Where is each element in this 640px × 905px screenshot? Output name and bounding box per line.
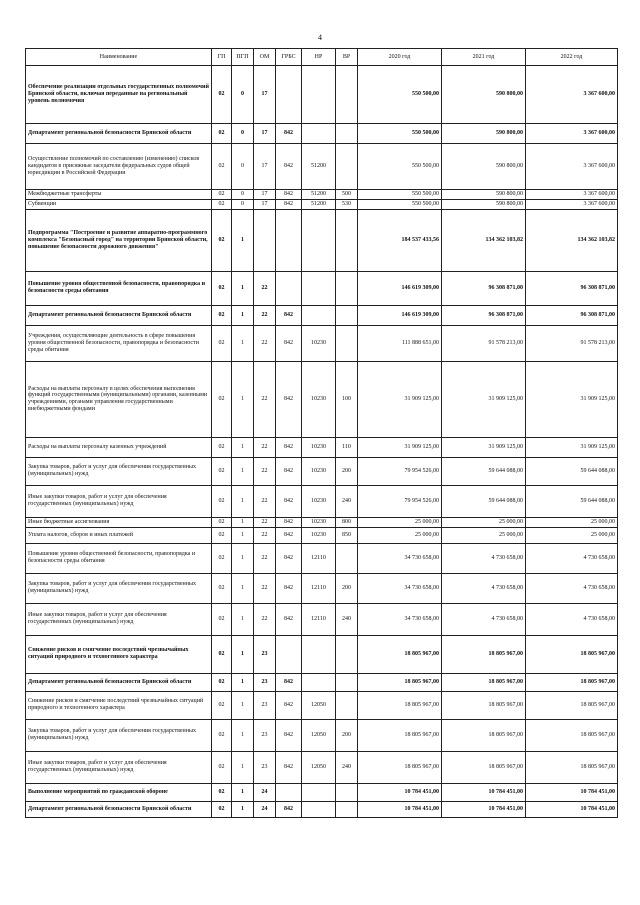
cell-grbs: 842 bbox=[276, 190, 302, 200]
table-row bbox=[26, 144, 618, 190]
table-row bbox=[26, 751, 618, 783]
cell-2020: 10 784 451,00 bbox=[358, 801, 442, 817]
cell-nr: 51200 bbox=[302, 144, 336, 190]
header-2020: 2020 год bbox=[358, 49, 442, 66]
cell-nr: 12110 bbox=[302, 573, 336, 603]
cell-vr bbox=[336, 305, 358, 325]
cell-pgp: 1 bbox=[232, 305, 254, 325]
cell-pgp: 1 bbox=[232, 691, 254, 719]
cell-nr: 10230 bbox=[302, 527, 336, 543]
cell-2020: 146 619 309,00 bbox=[358, 305, 442, 325]
cell-vr bbox=[336, 209, 358, 271]
header-pgp: ПГП bbox=[232, 49, 254, 66]
cell-grbs: 842 bbox=[276, 543, 302, 573]
cell-2020: 146 619 309,00 bbox=[358, 271, 442, 305]
table-row bbox=[26, 361, 618, 437]
cell-om: 17 bbox=[254, 190, 276, 200]
cell-2021: 134 362 103,82 bbox=[442, 209, 526, 271]
cell-gp: 02 bbox=[212, 603, 232, 635]
cell-2020: 34 730 658,00 bbox=[358, 603, 442, 635]
cell-pgp: 0 bbox=[232, 199, 254, 209]
cell-2022: 31 909 125,00 bbox=[526, 437, 618, 457]
cell-grbs: 842 bbox=[276, 485, 302, 517]
cell-2020: 18 805 967,00 bbox=[358, 751, 442, 783]
cell-nr: 12050 bbox=[302, 751, 336, 783]
cell-vr: 800 bbox=[336, 517, 358, 527]
table-row bbox=[26, 271, 618, 305]
cell-2021: 18 805 967,00 bbox=[442, 635, 526, 673]
cell-2022: 4 730 658,00 bbox=[526, 543, 618, 573]
table-row bbox=[26, 457, 618, 485]
cell-om: 22 bbox=[254, 517, 276, 527]
cell-2020: 18 805 967,00 bbox=[358, 691, 442, 719]
cell-nr: 12050 bbox=[302, 719, 336, 751]
cell-gp: 02 bbox=[212, 66, 232, 124]
cell-gp: 02 bbox=[212, 199, 232, 209]
cell-grbs: 842 bbox=[276, 751, 302, 783]
cell-gp: 02 bbox=[212, 325, 232, 361]
cell-om: 24 bbox=[254, 801, 276, 817]
cell-2021: 590 800,00 bbox=[442, 124, 526, 144]
cell-2022: 3 367 600,00 bbox=[526, 199, 618, 209]
header-om: ОМ bbox=[254, 49, 276, 66]
cell-2021: 4 730 658,00 bbox=[442, 603, 526, 635]
cell-name: Снижение рисков и смягчение последствий чрезвычайных ситуаций природного и техногенного характера bbox=[26, 635, 212, 673]
cell-om bbox=[254, 209, 276, 271]
header-gp: ГП bbox=[212, 49, 232, 66]
cell-om: 22 bbox=[254, 325, 276, 361]
cell-vr: 240 bbox=[336, 485, 358, 517]
cell-2022: 25 000,00 bbox=[526, 527, 618, 543]
cell-2020: 31 909 125,00 bbox=[358, 437, 442, 457]
cell-om: 22 bbox=[254, 437, 276, 457]
cell-2021: 4 730 658,00 bbox=[442, 543, 526, 573]
cell-2022: 59 644 088,00 bbox=[526, 485, 618, 517]
cell-om: 23 bbox=[254, 719, 276, 751]
cell-gp: 02 bbox=[212, 801, 232, 817]
cell-vr: 100 bbox=[336, 361, 358, 437]
header-vr: ВР bbox=[336, 49, 358, 66]
cell-2022: 3 367 600,00 bbox=[526, 66, 618, 124]
cell-2021: 18 805 967,00 bbox=[442, 751, 526, 783]
cell-vr: 850 bbox=[336, 527, 358, 543]
cell-gp: 02 bbox=[212, 527, 232, 543]
cell-gp: 02 bbox=[212, 783, 232, 801]
cell-2022: 18 805 967,00 bbox=[526, 719, 618, 751]
header-nr: НР bbox=[302, 49, 336, 66]
cell-2021: 96 308 871,00 bbox=[442, 305, 526, 325]
cell-pgp: 1 bbox=[232, 751, 254, 783]
table-body bbox=[26, 66, 618, 818]
cell-vr: 200 bbox=[336, 719, 358, 751]
cell-nr: 10230 bbox=[302, 517, 336, 527]
cell-name: Повышение уровня общественной безопасности, правопорядка и безопасности среды обитания bbox=[26, 271, 212, 305]
cell-name: Закупка товаров, работ и услуг для обеспечения государственных (муниципальных) нужд bbox=[26, 573, 212, 603]
cell-om: 22 bbox=[254, 485, 276, 517]
cell-vr: 500 bbox=[336, 190, 358, 200]
cell-gp: 02 bbox=[212, 437, 232, 457]
table-row bbox=[26, 199, 618, 209]
cell-grbs: 842 bbox=[276, 673, 302, 691]
cell-om: 22 bbox=[254, 603, 276, 635]
table-row bbox=[26, 543, 618, 573]
cell-name: Осуществление полномочий по составлению (изменению) списков кандидатов в присяжные заседатели федеральных судов общей юрисдикции в Российской Федерации bbox=[26, 144, 212, 190]
cell-2021: 91 578 213,00 bbox=[442, 325, 526, 361]
header-2022: 2022 год bbox=[526, 49, 618, 66]
cell-vr bbox=[336, 66, 358, 124]
cell-name: Подпрограмма "Построение и развитие аппаратно-программного комплекса "Безопасный город" на территории Брянской области, повышение безопасности дорожного движения" bbox=[26, 209, 212, 271]
cell-nr bbox=[302, 66, 336, 124]
budget-table bbox=[25, 48, 618, 818]
cell-pgp: 1 bbox=[232, 719, 254, 751]
cell-2021: 590 800,00 bbox=[442, 199, 526, 209]
cell-nr: 51200 bbox=[302, 190, 336, 200]
cell-grbs bbox=[276, 271, 302, 305]
cell-pgp: 1 bbox=[232, 271, 254, 305]
cell-om: 22 bbox=[254, 573, 276, 603]
cell-name: Закупка товаров, работ и услуг для обеспечения государственных (муниципальных) нужд bbox=[26, 719, 212, 751]
cell-grbs: 842 bbox=[276, 691, 302, 719]
cell-2020: 550 500,00 bbox=[358, 66, 442, 124]
cell-grbs: 842 bbox=[276, 124, 302, 144]
cell-2022: 25 000,00 bbox=[526, 517, 618, 527]
cell-grbs: 842 bbox=[276, 527, 302, 543]
cell-pgp: 1 bbox=[232, 325, 254, 361]
cell-vr bbox=[336, 673, 358, 691]
cell-gp: 02 bbox=[212, 751, 232, 783]
cell-vr: 240 bbox=[336, 603, 358, 635]
cell-vr bbox=[336, 543, 358, 573]
cell-2021: 25 000,00 bbox=[442, 527, 526, 543]
cell-pgp: 1 bbox=[232, 635, 254, 673]
cell-2020: 18 805 967,00 bbox=[358, 673, 442, 691]
cell-2020: 79 954 526,00 bbox=[358, 485, 442, 517]
cell-nr: 51200 bbox=[302, 199, 336, 209]
cell-pgp: 1 bbox=[232, 361, 254, 437]
cell-nr: 12050 bbox=[302, 691, 336, 719]
cell-grbs: 842 bbox=[276, 199, 302, 209]
cell-om: 23 bbox=[254, 673, 276, 691]
cell-gp: 02 bbox=[212, 209, 232, 271]
cell-2020: 550 500,00 bbox=[358, 144, 442, 190]
cell-2021: 18 805 967,00 bbox=[442, 691, 526, 719]
cell-pgp: 1 bbox=[232, 437, 254, 457]
cell-2021: 96 308 871,00 bbox=[442, 271, 526, 305]
cell-grbs: 842 bbox=[276, 801, 302, 817]
cell-pgp: 1 bbox=[232, 673, 254, 691]
cell-name: Департамент региональной безопасности Брянской области bbox=[26, 801, 212, 817]
table-row bbox=[26, 603, 618, 635]
cell-2022: 3 367 600,00 bbox=[526, 124, 618, 144]
cell-grbs bbox=[276, 635, 302, 673]
cell-vr: 110 bbox=[336, 437, 358, 457]
cell-2022: 134 362 103,82 bbox=[526, 209, 618, 271]
cell-name: Расходы на выплаты персоналу казенных учреждений bbox=[26, 437, 212, 457]
table-row bbox=[26, 66, 618, 124]
cell-2020: 550 500,00 bbox=[358, 190, 442, 200]
cell-vr bbox=[336, 144, 358, 190]
cell-om: 22 bbox=[254, 527, 276, 543]
cell-gp: 02 bbox=[212, 124, 232, 144]
cell-grbs: 842 bbox=[276, 437, 302, 457]
cell-2022: 18 805 967,00 bbox=[526, 691, 618, 719]
cell-grbs: 842 bbox=[276, 457, 302, 485]
cell-grbs: 842 bbox=[276, 719, 302, 751]
table-row bbox=[26, 485, 618, 517]
cell-2021: 4 730 658,00 bbox=[442, 573, 526, 603]
cell-gp: 02 bbox=[212, 271, 232, 305]
cell-gp: 02 bbox=[212, 635, 232, 673]
cell-vr bbox=[336, 325, 358, 361]
cell-nr: 10230 bbox=[302, 325, 336, 361]
cell-2020: 31 909 125,00 bbox=[358, 361, 442, 437]
cell-om: 22 bbox=[254, 543, 276, 573]
table-row bbox=[26, 635, 618, 673]
cell-om: 17 bbox=[254, 66, 276, 124]
cell-vr bbox=[336, 691, 358, 719]
cell-vr: 200 bbox=[336, 573, 358, 603]
cell-pgp: 0 bbox=[232, 66, 254, 124]
header-name: Наименование bbox=[26, 49, 212, 66]
cell-vr bbox=[336, 271, 358, 305]
cell-gp: 02 bbox=[212, 673, 232, 691]
cell-2021: 59 644 088,00 bbox=[442, 457, 526, 485]
cell-vr: 200 bbox=[336, 457, 358, 485]
table-row bbox=[26, 209, 618, 271]
table-row bbox=[26, 325, 618, 361]
cell-nr: 10230 bbox=[302, 361, 336, 437]
cell-pgp: 1 bbox=[232, 801, 254, 817]
cell-om: 22 bbox=[254, 361, 276, 437]
cell-gp: 02 bbox=[212, 305, 232, 325]
cell-name: Снижение рисков и смягчение последствий чрезвычайных ситуаций природного и техногенного характера bbox=[26, 691, 212, 719]
table-row bbox=[26, 719, 618, 751]
cell-2021: 18 805 967,00 bbox=[442, 719, 526, 751]
cell-om: 23 bbox=[254, 691, 276, 719]
cell-name: Иные закупки товаров, работ и услуг для обеспечения государственных (муниципальных) нужд bbox=[26, 485, 212, 517]
cell-pgp: 0 bbox=[232, 144, 254, 190]
cell-pgp: 1 bbox=[232, 783, 254, 801]
cell-2021: 18 805 967,00 bbox=[442, 673, 526, 691]
cell-name: Закупка товаров, работ и услуг для обеспечения государственных (муниципальных) нужд bbox=[26, 457, 212, 485]
cell-gp: 02 bbox=[212, 543, 232, 573]
cell-nr bbox=[302, 635, 336, 673]
cell-2020: 111 888 651,00 bbox=[358, 325, 442, 361]
cell-2022: 91 578 213,00 bbox=[526, 325, 618, 361]
cell-name: Департамент региональной безопасности Брянской области bbox=[26, 673, 212, 691]
cell-gp: 02 bbox=[212, 573, 232, 603]
cell-name: Департамент региональной безопасности Брянской области bbox=[26, 305, 212, 325]
cell-pgp: 1 bbox=[232, 485, 254, 517]
cell-2022: 31 909 125,00 bbox=[526, 361, 618, 437]
table-header-row bbox=[26, 49, 618, 66]
cell-nr: 12110 bbox=[302, 603, 336, 635]
cell-nr bbox=[302, 673, 336, 691]
cell-gp: 02 bbox=[212, 485, 232, 517]
cell-nr bbox=[302, 801, 336, 817]
cell-2021: 31 909 125,00 bbox=[442, 361, 526, 437]
table-row bbox=[26, 527, 618, 543]
cell-2021: 10 784 451,00 bbox=[442, 783, 526, 801]
table-row bbox=[26, 673, 618, 691]
cell-2021: 590 800,00 bbox=[442, 66, 526, 124]
cell-nr bbox=[302, 124, 336, 144]
table-row bbox=[26, 190, 618, 200]
cell-2022: 3 367 600,00 bbox=[526, 144, 618, 190]
table-row bbox=[26, 783, 618, 801]
cell-vr bbox=[336, 783, 358, 801]
cell-om: 24 bbox=[254, 783, 276, 801]
cell-nr bbox=[302, 305, 336, 325]
cell-vr: 240 bbox=[336, 751, 358, 783]
cell-vr bbox=[336, 635, 358, 673]
cell-nr: 10230 bbox=[302, 485, 336, 517]
cell-vr bbox=[336, 124, 358, 144]
cell-grbs bbox=[276, 783, 302, 801]
cell-2021: 590 800,00 bbox=[442, 190, 526, 200]
table-row bbox=[26, 573, 618, 603]
cell-grbs: 842 bbox=[276, 361, 302, 437]
cell-nr bbox=[302, 209, 336, 271]
cell-2020: 550 500,00 bbox=[358, 199, 442, 209]
cell-2022: 18 805 967,00 bbox=[526, 751, 618, 783]
cell-pgp: 0 bbox=[232, 190, 254, 200]
cell-pgp: 1 bbox=[232, 573, 254, 603]
cell-vr: 530 bbox=[336, 199, 358, 209]
cell-2020: 550 500,00 bbox=[358, 124, 442, 144]
cell-name: Расходы на выплаты персоналу в целях обеспечения выполнения функций государственными (муниципальными) органами, казенными учреждениями, органами управления государственными внебюджетными фондами bbox=[26, 361, 212, 437]
page-number: 4 bbox=[318, 33, 322, 42]
cell-nr: 10230 bbox=[302, 457, 336, 485]
cell-2021: 31 909 125,00 bbox=[442, 437, 526, 457]
cell-gp: 02 bbox=[212, 190, 232, 200]
cell-nr: 10230 bbox=[302, 437, 336, 457]
cell-gp: 02 bbox=[212, 361, 232, 437]
cell-gp: 02 bbox=[212, 691, 232, 719]
cell-name: Учреждения, осуществляющие деятельность в сфере повышения уровня общественной безопасности, правопорядка и безопасности среды обитания bbox=[26, 325, 212, 361]
cell-om: 22 bbox=[254, 457, 276, 485]
cell-2020: 25 000,00 bbox=[358, 517, 442, 527]
cell-2022: 4 730 658,00 bbox=[526, 573, 618, 603]
cell-om: 17 bbox=[254, 199, 276, 209]
cell-om: 22 bbox=[254, 271, 276, 305]
cell-grbs: 842 bbox=[276, 573, 302, 603]
cell-2022: 18 805 967,00 bbox=[526, 673, 618, 691]
cell-2020: 34 730 658,00 bbox=[358, 573, 442, 603]
cell-name: Иные закупки товаров, работ и услуг для обеспечения государственных (муниципальных) нужд bbox=[26, 751, 212, 783]
cell-gp: 02 bbox=[212, 517, 232, 527]
cell-pgp: 1 bbox=[232, 517, 254, 527]
cell-om: 22 bbox=[254, 305, 276, 325]
table-row bbox=[26, 801, 618, 817]
cell-2020: 10 784 451,00 bbox=[358, 783, 442, 801]
cell-nr bbox=[302, 271, 336, 305]
cell-pgp: 1 bbox=[232, 457, 254, 485]
cell-gp: 02 bbox=[212, 457, 232, 485]
cell-2020: 79 954 526,00 bbox=[358, 457, 442, 485]
cell-pgp: 1 bbox=[232, 527, 254, 543]
cell-name: Выполнение мероприятий по гражданской обороне bbox=[26, 783, 212, 801]
table-row bbox=[26, 437, 618, 457]
cell-pgp: 0 bbox=[232, 124, 254, 144]
cell-grbs: 842 bbox=[276, 603, 302, 635]
cell-2020: 18 805 967,00 bbox=[358, 719, 442, 751]
cell-2022: 3 367 600,00 bbox=[526, 190, 618, 200]
cell-pgp: 1 bbox=[232, 209, 254, 271]
cell-om: 23 bbox=[254, 635, 276, 673]
cell-2020: 18 805 967,00 bbox=[358, 635, 442, 673]
cell-pgp: 1 bbox=[232, 603, 254, 635]
cell-om: 17 bbox=[254, 124, 276, 144]
cell-gp: 02 bbox=[212, 144, 232, 190]
cell-name: Иные бюджетные ассигнования bbox=[26, 517, 212, 527]
cell-nr: 12110 bbox=[302, 543, 336, 573]
cell-grbs: 842 bbox=[276, 305, 302, 325]
cell-gp: 02 bbox=[212, 719, 232, 751]
cell-name: Повышение уровня общественной безопасности, правопорядка и безопасности среды обитания bbox=[26, 543, 212, 573]
cell-grbs: 842 bbox=[276, 144, 302, 190]
cell-2021: 10 784 451,00 bbox=[442, 801, 526, 817]
cell-2021: 59 644 088,00 bbox=[442, 485, 526, 517]
cell-name: Обеспечение реализации отдельных государственных полномочий Брянской области, включая переданные на региональный уровень полномочия bbox=[26, 66, 212, 124]
cell-name: Иные закупки товаров, работ и услуг для обеспечения государственных (муниципальных) нужд bbox=[26, 603, 212, 635]
cell-grbs: 842 bbox=[276, 517, 302, 527]
cell-2020: 34 730 658,00 bbox=[358, 543, 442, 573]
cell-2022: 96 308 871,00 bbox=[526, 271, 618, 305]
cell-om: 23 bbox=[254, 751, 276, 783]
table-row bbox=[26, 691, 618, 719]
header-grbs: ГРБС bbox=[276, 49, 302, 66]
cell-vr bbox=[336, 801, 358, 817]
cell-grbs bbox=[276, 66, 302, 124]
table-row bbox=[26, 517, 618, 527]
cell-name: Уплата налогов, сборов и иных платежей bbox=[26, 527, 212, 543]
cell-2022: 10 784 451,00 bbox=[526, 783, 618, 801]
cell-2021: 25 000,00 bbox=[442, 517, 526, 527]
cell-pgp: 1 bbox=[232, 543, 254, 573]
cell-name: Департамент региональной безопасности Брянской области bbox=[26, 124, 212, 144]
cell-2022: 10 784 451,00 bbox=[526, 801, 618, 817]
cell-name: Субвенции bbox=[26, 199, 212, 209]
cell-nr bbox=[302, 783, 336, 801]
table-row bbox=[26, 305, 618, 325]
cell-grbs bbox=[276, 209, 302, 271]
table-row bbox=[26, 124, 618, 144]
cell-2022: 59 644 088,00 bbox=[526, 457, 618, 485]
cell-2021: 590 800,00 bbox=[442, 144, 526, 190]
cell-grbs: 842 bbox=[276, 325, 302, 361]
cell-name: Межбюджетные трансферты bbox=[26, 190, 212, 200]
cell-2020: 184 537 433,56 bbox=[358, 209, 442, 271]
cell-2022: 18 805 967,00 bbox=[526, 635, 618, 673]
cell-2022: 96 308 871,00 bbox=[526, 305, 618, 325]
header-2021: 2021 год bbox=[442, 49, 526, 66]
cell-2020: 25 000,00 bbox=[358, 527, 442, 543]
cell-om: 17 bbox=[254, 144, 276, 190]
cell-2022: 4 730 658,00 bbox=[526, 603, 618, 635]
